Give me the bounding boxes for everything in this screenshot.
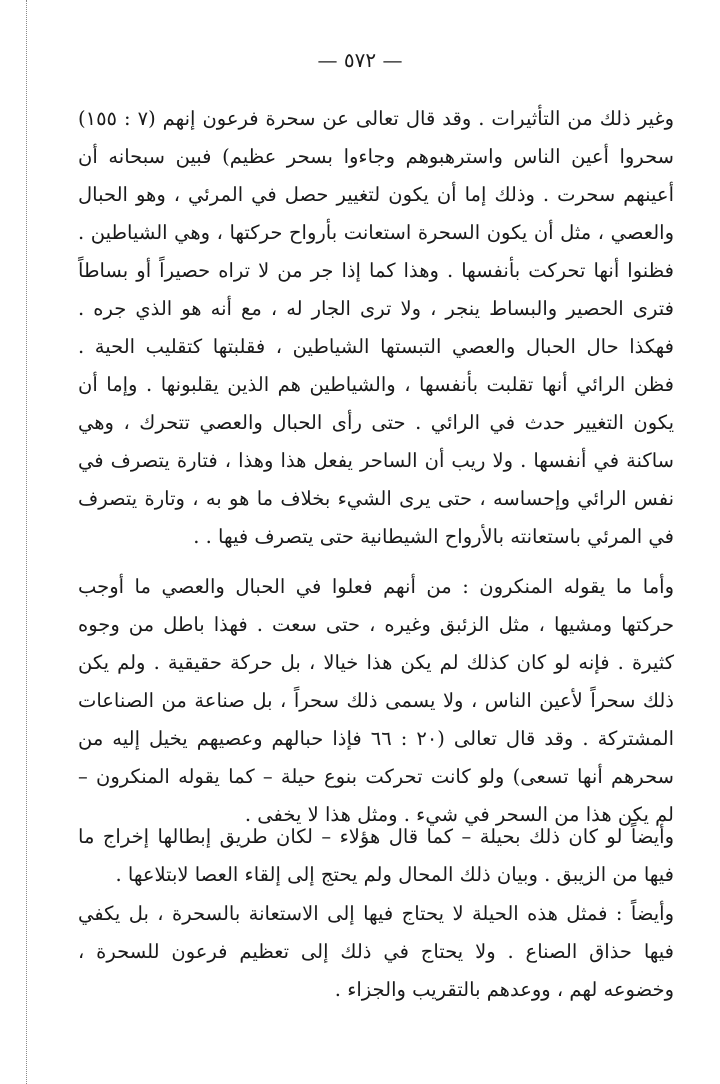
page-number: — ٥٧٢ —	[317, 48, 403, 72]
paragraph-deniers-claim	[78, 568, 674, 834]
paragraph-magic-effects	[78, 100, 674, 556]
paragraph-text: وغير ذلك من التأثيرات . وقد قال تعالى عن سحرة فرعون إنهم (٧ : ١٥٥) سحروا أعين الناس واسترهبوهم وجاءوا بسحر عظيم) فبين سبحانه أن أعينهم سحرت . وذلك إما أن يكون لتغيير حصل في المرئي ، وهو الحبال والعصي ، مثل أن يكون السحرة استعانت بأرواح حركتها ، وهي الشياطين . فظنوا أنها تحركت بأنفسها . وهذا كما إذا جر من لا تراه حصيراً أو بساطاً فترى الحصير والبساط ينجر ، ولا ترى الجار له ، مع أنه هو الذي جره . فهكذا حال الحبال والعصي التبستها الشياطين ، فقلبتها كتقليب الحية . فظن الرائي أنها تقلبت بأنفسها ، والشياطين هم الذين يقلبونها . وإما أن يكون التغيير حدث في الرائي . حتى رأى الحبال والعصي تتحرك ، وهي ساكنة في أنفسها . ولا ريب أن الساحر يفعل هذا وهذا ، فتارة يتصرف في نفس الرائي وإحساسه ، حتى يرى الشيء بخلاف ما هو به ، وتارة يتصرف في المرئي باستعانته بالأرواح الشيطانية حتى يتصرف فيها . .	[78, 107, 674, 548]
paragraph-text: وأيضاً : فمثل هذه الحيلة لا يحتاج فيها إلى الاستعانة بالسحرة ، بل يكفي فيها حذاق الصناع . ولا يحتاج في ذلك إلى تعظيم فرعون للسحرة ، وخضوعه لهم ، ووعدهم بالتقريب والجزاء .	[78, 902, 674, 1001]
paragraph-trick-refutation	[78, 818, 674, 894]
page-edge-dotted-line	[26, 0, 27, 1084]
paragraph-skilled-craftsmen	[78, 895, 674, 1009]
paragraph-text: وأيضاً لو كان ذلك بحيلة – كما قال هؤلاء – لكان طريق إبطالها إخراج ما فيها من الزيبق . وبيان ذلك المحال ولم يحتج إلى إلقاء العصا لابتلاعها .	[78, 825, 674, 886]
paragraph-text: وأما ما يقوله المنكرون : من أنهم فعلوا في الحبال والعصي ما أوجب حركتها ومشيها ، مثل الزئبق وغيره ، حتى سعت . فهذا باطل من وجوه كثيرة . فإنه لو كان كذلك لم يكن هذا خيالا ، بل حركة حقيقية . ولم يكن ذلك سحراً لأعين الناس ، ولا يسمى ذلك سحراً ، بل صناعة من الصناعات المشتركة . وقد قال تعالى (٢٠ : ٦٦ فإذا حبالهم وعصيهم يخيل إليه من سحرهم أنها تسعى) ولو كانت تحركت بنوع حيلة – كما يقوله المنكرون – لم يكن هذا من السحر في شيء . ومثل هذا لا يخفى .	[78, 575, 675, 826]
